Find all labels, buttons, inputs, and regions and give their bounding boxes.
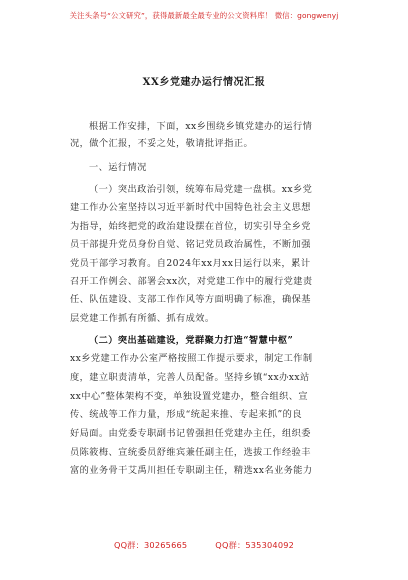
para2-line-7: 富的业务骨干艾禹川担任专职副主任，精选xx名业务能力: [70, 465, 313, 476]
promo-header: 关注头条号“公文研究”，获得最新最全最专业的公文资料库！ 微信：gongwenyj: [69, 11, 339, 20]
para1-lead-line: [89, 182, 312, 197]
section-heading: 一、运行情况: [89, 162, 147, 173]
para1-line-7: 层党建工作抓有所循、抓有成效。: [70, 313, 215, 324]
footer-contacts: [0, 540, 408, 551]
document-title: XX乡党建办运行情况汇报: [142, 77, 266, 88]
intro-line-1: 根据工作安排，下面，xx乡围绕乡镇党建办的运行情: [89, 121, 313, 132]
para1-line-6: 任、队伍建设、支部工作作风等方面明确了标准，确保基: [70, 294, 311, 305]
para2-lead: （二）突出基础建设，党群聚力打造“智慧中枢”: [89, 335, 294, 346]
para1-line-2: 为指导，始终把党的政治建设摆在首位，切实引导全乡党: [70, 221, 311, 232]
footer-qq-group-1: QQ群：30265665: [113, 540, 188, 550]
para2-line-5: 好局面。由党委专职副书记曾强担任党建办主任，组织委: [70, 428, 311, 439]
para2-line-3: xx中心”整体架构不变，单独设置党建办，整合组织、宣: [70, 391, 309, 402]
para1-line-3: 员干部提升党员身份自觉、铭记党员政治属性，不断加强: [70, 239, 311, 250]
para1-lead: （一）突出政治引领，统筹布局党建一盘棋。: [89, 184, 282, 195]
footer-qq-group-2: QQ群：535304092: [215, 540, 295, 550]
para2-line-2: 度，建立职责清单，完善人员配备。坚持乡镇“xx办xx站: [70, 372, 310, 383]
intro-line-2: 况，做个汇报，不妥之处，敬请批评指正。: [70, 138, 254, 149]
para2-line-1: xx乡党建工作办公室严格按照工作提示要求，制定工作制: [70, 353, 313, 364]
para1-line-4: 党员干部学习教育。自2024年xx月xx日运行以来，累计: [70, 258, 311, 269]
para1-line-5: 召开工作例会、部署会xx次，对党建工作中的履行党建责: [70, 276, 313, 287]
para2-line-6: 员陈筱梅、宣统委员舒维宾兼任副主任，选拔工作经验丰: [70, 447, 311, 458]
para1-line-1: 建工作办公室坚持以习近平新时代中国特色社会主义思想: [70, 202, 311, 213]
para1-lead-tail: xx乡党: [281, 184, 313, 195]
para2-line-4: 传、统战等工作力量，形成“统起来推、专起来抓”的良: [70, 409, 302, 420]
